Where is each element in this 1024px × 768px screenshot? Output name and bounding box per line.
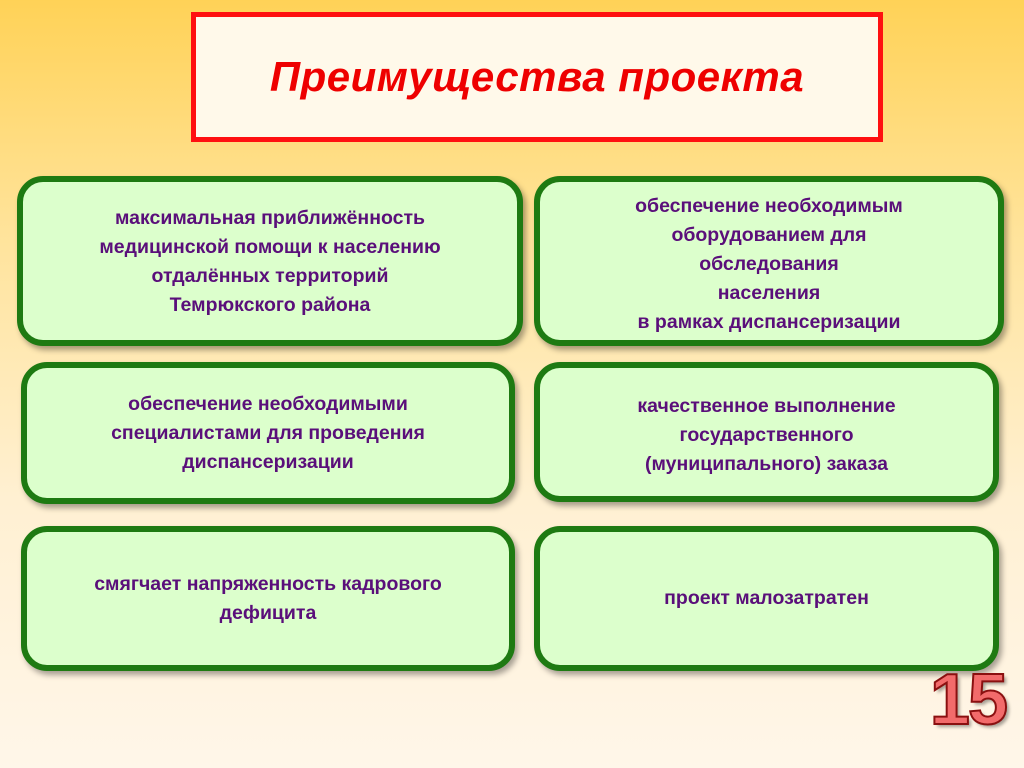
advantage-text: обеспечение необходимым оборудованием для обследования населения в рамках диспансеризации [635, 195, 903, 333]
slide-title: Преимущества проекта [269, 53, 805, 100]
advantage-card-quality [534, 362, 999, 502]
advantage-text: смягчает напряженность кадрового дефицита [94, 572, 442, 624]
advantage-text: максимальная приближённость медицинской помощи к населению отдалённых территорий Темрюкского района [99, 207, 441, 316]
advantage-text: обеспечение необходимыми специалистами для проведения диспансеризации [111, 392, 425, 473]
advantage-text: проект малозатратен [664, 587, 869, 609]
advantage-card-specialists [21, 362, 515, 504]
advantage-card-staffing [21, 526, 515, 671]
title-box [191, 12, 883, 142]
advantage-card-proximity [17, 176, 523, 346]
advantage-card-low-cost [534, 526, 999, 671]
advantage-text: качественное выполнение государственного (муниципального) заказа [637, 395, 896, 475]
page-number: 15 [929, 660, 1006, 740]
advantage-card-equipment [534, 176, 1004, 346]
